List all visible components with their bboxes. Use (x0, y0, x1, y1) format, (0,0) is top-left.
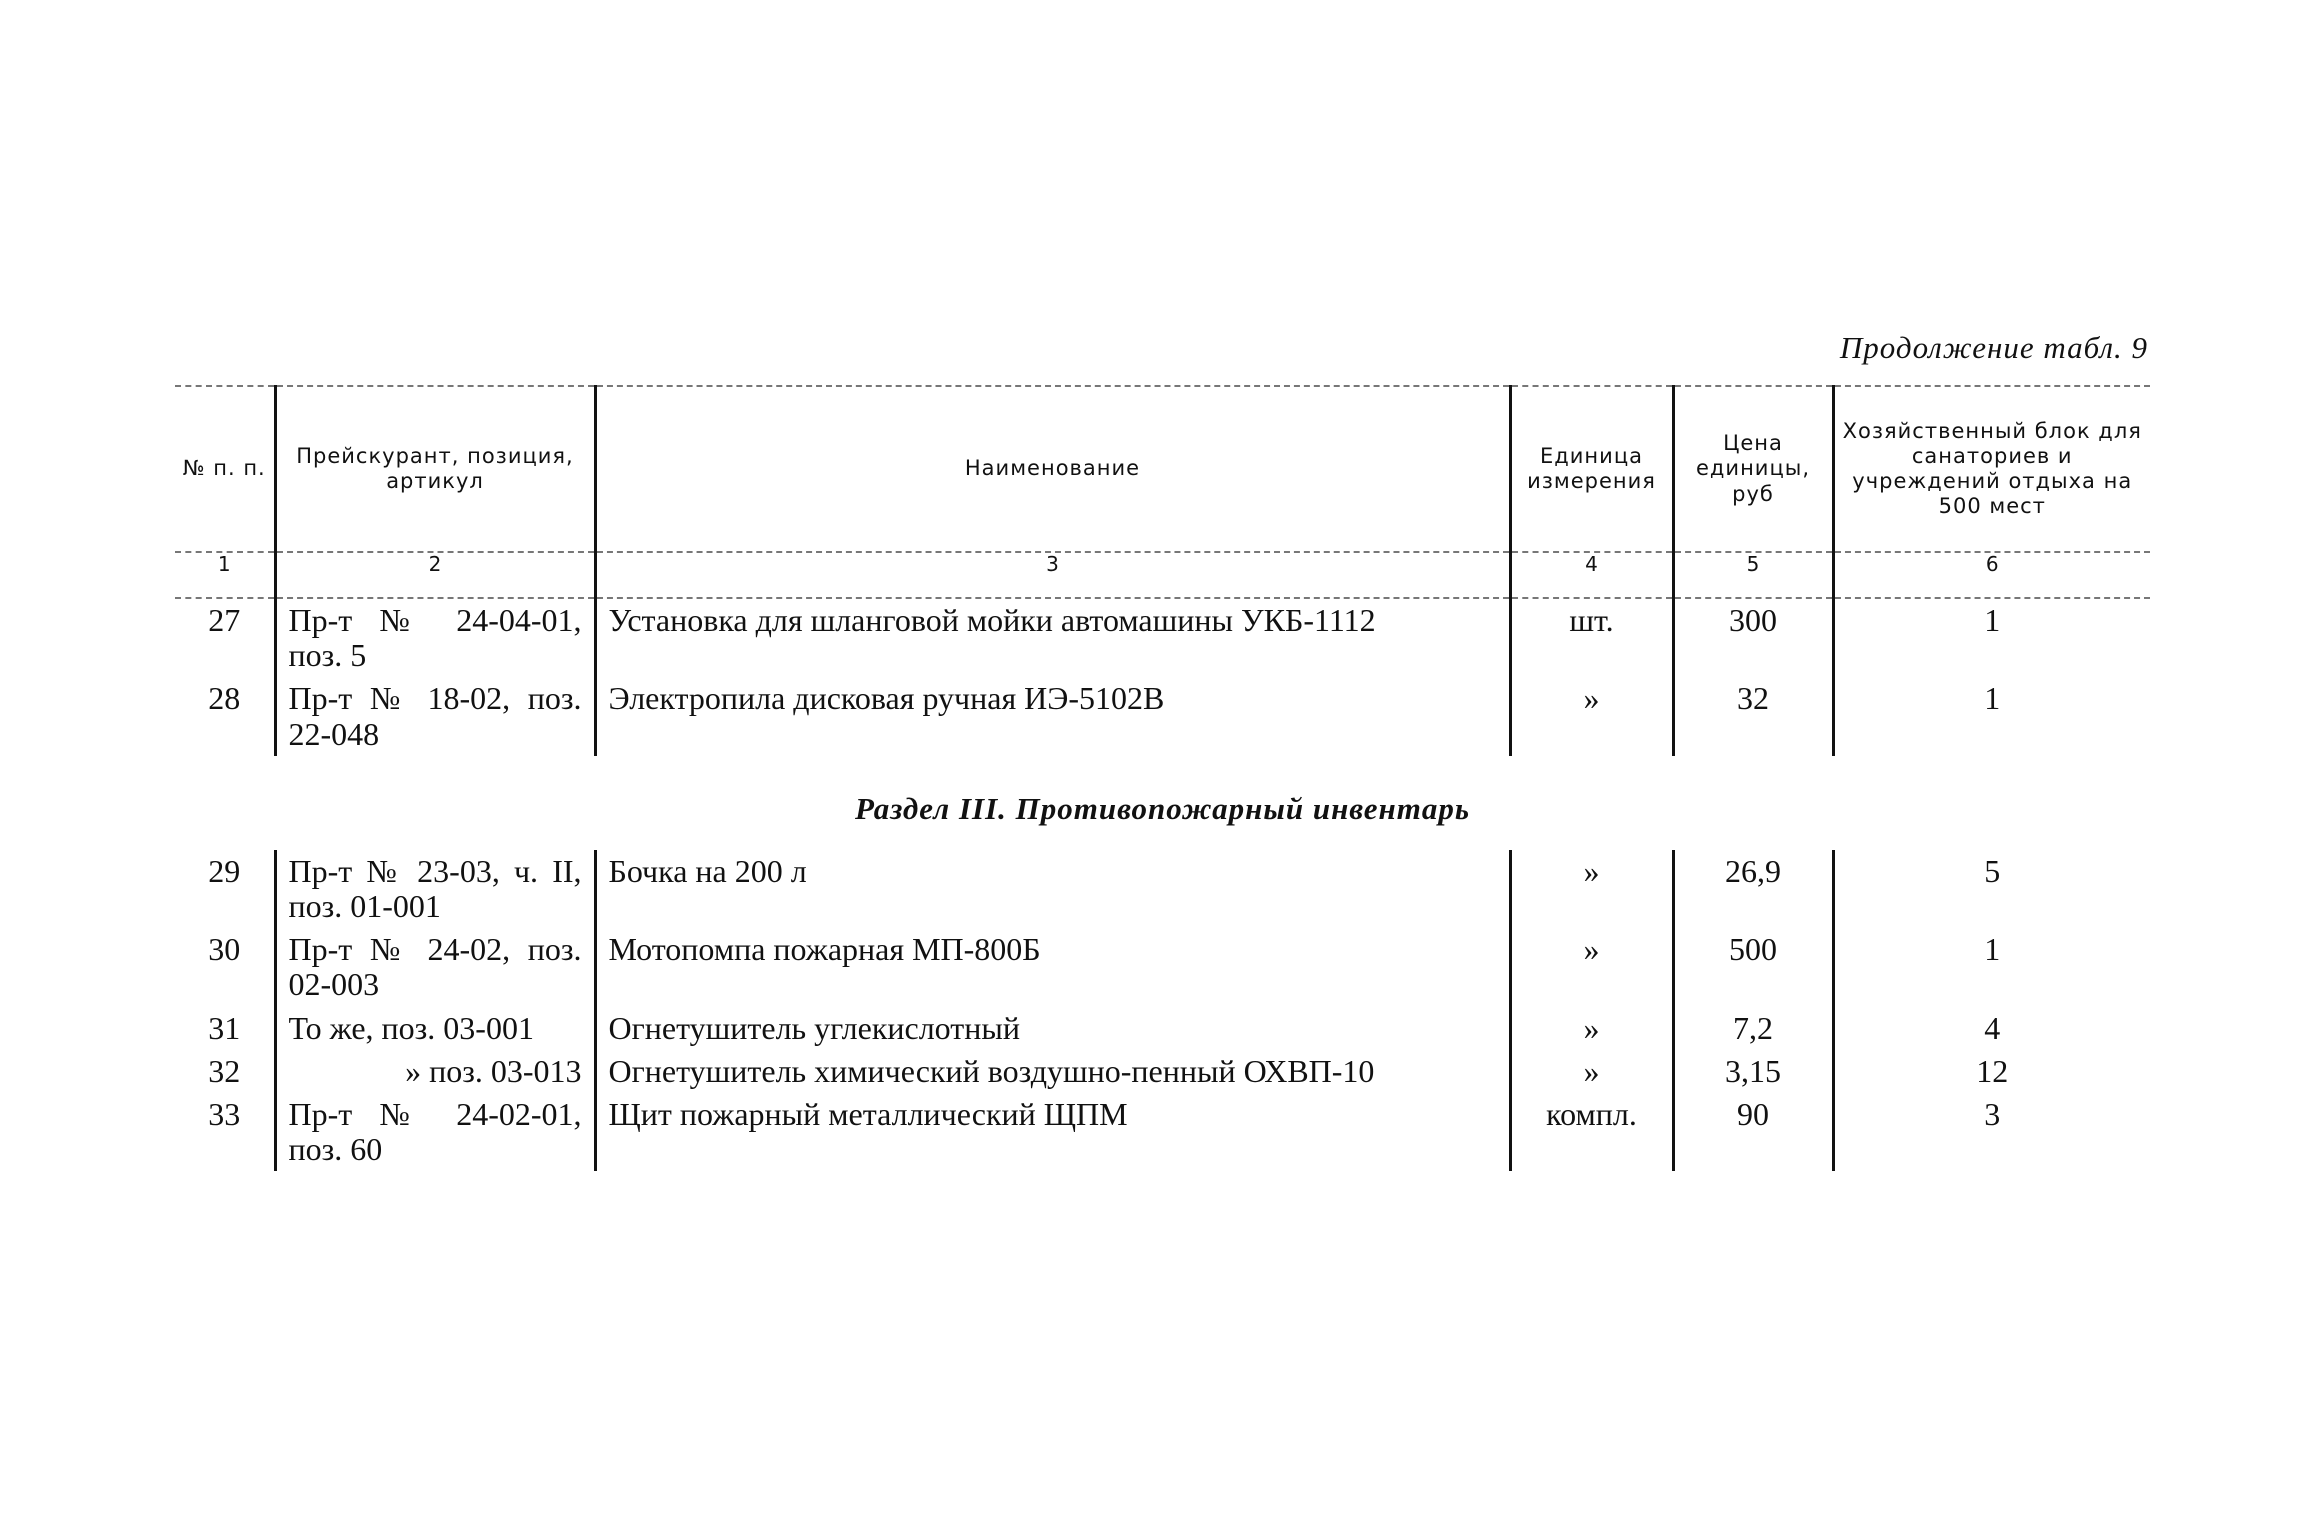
row-pricelist-ref: Пр-т № 24-02-01, поз. 60 (275, 1093, 595, 1171)
section-heading: Раздел III. Противопожарный инвентарь (854, 790, 1471, 826)
row-number: 29 (208, 852, 241, 889)
header-name: Наименование (595, 386, 1510, 552)
row-number: 30 (208, 931, 241, 968)
row-quantity: 12 (1833, 1050, 2150, 1093)
row-price: 26,9 (1673, 850, 1833, 928)
row-item-name: Бочка на 200 л (595, 850, 1510, 928)
row-price: 300 (1673, 598, 1833, 677)
row-quantity: 1 (1833, 928, 2150, 1006)
row-item-name: Огнетушитель химический воздушно-пенный ОХВП-10 (595, 1050, 1510, 1093)
header-row (175, 386, 2150, 552)
column-number: 4 (1510, 552, 1673, 598)
header-price: Цена единицы, руб (1673, 386, 1833, 552)
table-row (175, 850, 2150, 928)
table-row (175, 928, 2150, 1006)
column-number: 5 (1673, 552, 1833, 598)
row-quantity: 3 (1833, 1093, 2150, 1171)
row-price: 3,15 (1673, 1050, 1833, 1093)
specification-table-wrap (175, 385, 2150, 1171)
table-row (175, 677, 2150, 755)
row-pricelist-ref: Пр-т № 18-02, поз. 22-048 (275, 677, 595, 755)
column-number: 3 (595, 552, 1510, 598)
row-number: 27 (208, 602, 241, 638)
row-price: 32 (1673, 677, 1833, 755)
section-heading-row (175, 756, 2150, 850)
column-number: 2 (275, 552, 595, 598)
row-number: 33 (208, 1095, 241, 1132)
row-number: 32 (208, 1052, 241, 1089)
row-unit: » (1510, 1050, 1673, 1093)
row-unit: шт. (1510, 598, 1673, 677)
column-number-row (175, 552, 2150, 598)
header-pricelist: Прейскурант, позиция, артикул (275, 386, 595, 552)
table-row (175, 1050, 2150, 1093)
column-number: 6 (1833, 552, 2150, 598)
row-item-name: Мотопомпа пожарная МП-800Б (595, 928, 1510, 1006)
row-pricelist-ref: Пр-т № 24-02, поз. 02-003 (275, 928, 595, 1006)
header-unit: Единица измерения (1510, 386, 1673, 552)
row-quantity: 5 (1833, 850, 2150, 928)
row-pricelist-ref: » поз. 03-013 (275, 1050, 595, 1093)
row-item-name: Установка для шланговой мойки автомашины УКБ-1112 (595, 598, 1510, 677)
row-price: 500 (1673, 928, 1833, 1006)
header-quantity: Хозяйственный блок для санаториев и учреждений отдыха на 500 мест (1833, 386, 2150, 552)
row-unit: » (1510, 1007, 1673, 1050)
row-pricelist-ref: То же, поз. 03-001 (275, 1007, 595, 1050)
row-unit: » (1510, 677, 1673, 755)
row-pricelist-ref: Пр-т № 23-03, ч. II, поз. 01-001 (275, 850, 595, 928)
row-unit: » (1510, 850, 1673, 928)
row-unit: компл. (1510, 1093, 1673, 1171)
header-number: № п. п. (175, 386, 275, 552)
row-number: 28 (208, 680, 241, 717)
table-row (175, 1007, 2150, 1050)
row-number: 31 (208, 1009, 241, 1046)
row-unit: » (1510, 928, 1673, 1006)
specification-table (175, 385, 2150, 1171)
continuation-label: Продолжение табл. 9 (1839, 330, 2148, 365)
row-quantity: 1 (1833, 598, 2150, 677)
row-price: 7,2 (1673, 1007, 1833, 1050)
row-item-name: Щит пожарный металлический ЩПМ (595, 1093, 1510, 1171)
row-item-name: Электропила дисковая ручная ИЭ-5102В (595, 677, 1510, 755)
row-item-name: Огнетушитель углекислотный (595, 1007, 1510, 1050)
table-row (175, 598, 2150, 677)
row-price: 90 (1673, 1093, 1833, 1171)
column-number: 1 (175, 552, 275, 598)
row-pricelist-ref: Пр-т № 24-04-01, поз. 5 (275, 598, 595, 677)
row-quantity: 1 (1833, 677, 2150, 755)
row-quantity: 4 (1833, 1007, 2150, 1050)
table-row (175, 1093, 2150, 1171)
